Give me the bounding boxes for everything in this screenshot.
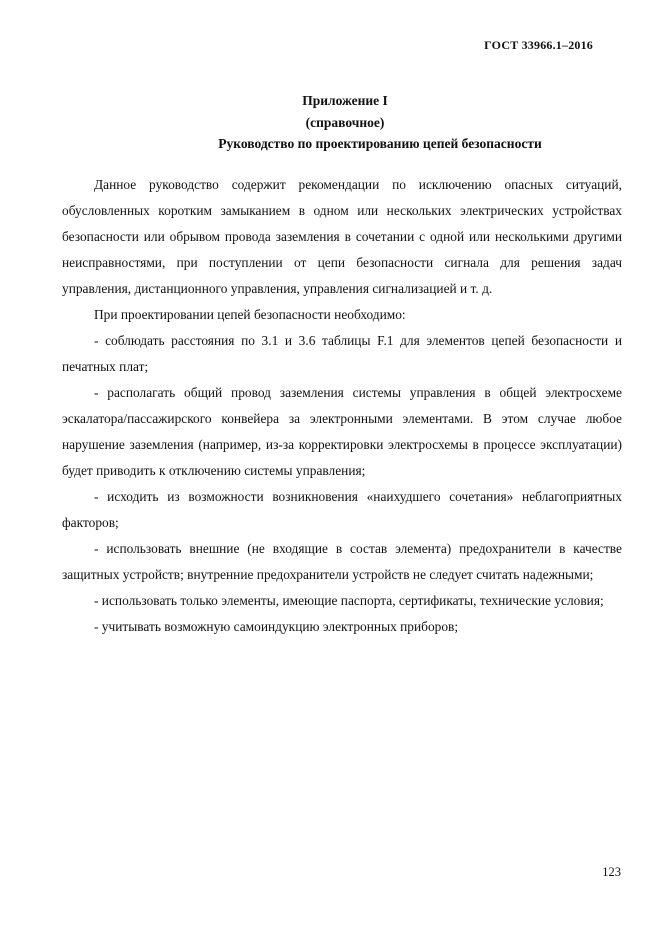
appendix-subtitle: (справочное) [305, 115, 385, 130]
paragraph-intro: Данное руководство содержит рекомендации по исключению опасных ситуаций, обусловленных коротким замыканием в одном или нескольких электрических устройствах безопасности или обрывом провода заземления в сочетании с одной или несколькими другими неисправностями, при поступлении от цепи безопасности сигнала для решения задач управления, дистанционного управления, управления сигнализацией и т. д. [62, 177, 622, 296]
list-item: - располагать общий провод заземления системы управления в общей электросхеме эскалатора/пассажирского конвейера за электронными элементами. В этом случае любое нарушение заземления (например, из-за корректировки электросхемы в процессе эксплуатации) будет приводить к отключению системы управления; [62, 385, 622, 478]
paragraph-requirements-lead: При проектировании цепей безопасности необходимо: [94, 307, 406, 322]
list-item: - исходить из возможности возникновения «наихудшего сочетания» неблагоприятных факторов; [62, 489, 622, 530]
list-item: - соблюдать расстояния по 3.1 и 3.6 таблицы F.1 для элементов цепей безопасности и печатных плат; [62, 333, 622, 374]
page-number: 123 [602, 865, 621, 879]
list-item: - использовать только элементы, имеющие паспорта, сертификаты, технические условия; [94, 593, 604, 608]
list-item: - использовать внешние (не входящие в состав элемента) предохранители в качестве защитных устройств; внутренние предохранители устройств не следует считать надежными; [62, 541, 622, 582]
standard-code: ГОСТ 33966.1–2016 [484, 38, 593, 52]
appendix-title: Приложение I [302, 93, 388, 108]
list-item: - учитывать возможную самоиндукцию электронных приборов; [94, 619, 459, 634]
body-text [62, 172, 622, 640]
appendix-heading: Руководство по проектированию цепей безопасности [218, 136, 542, 151]
